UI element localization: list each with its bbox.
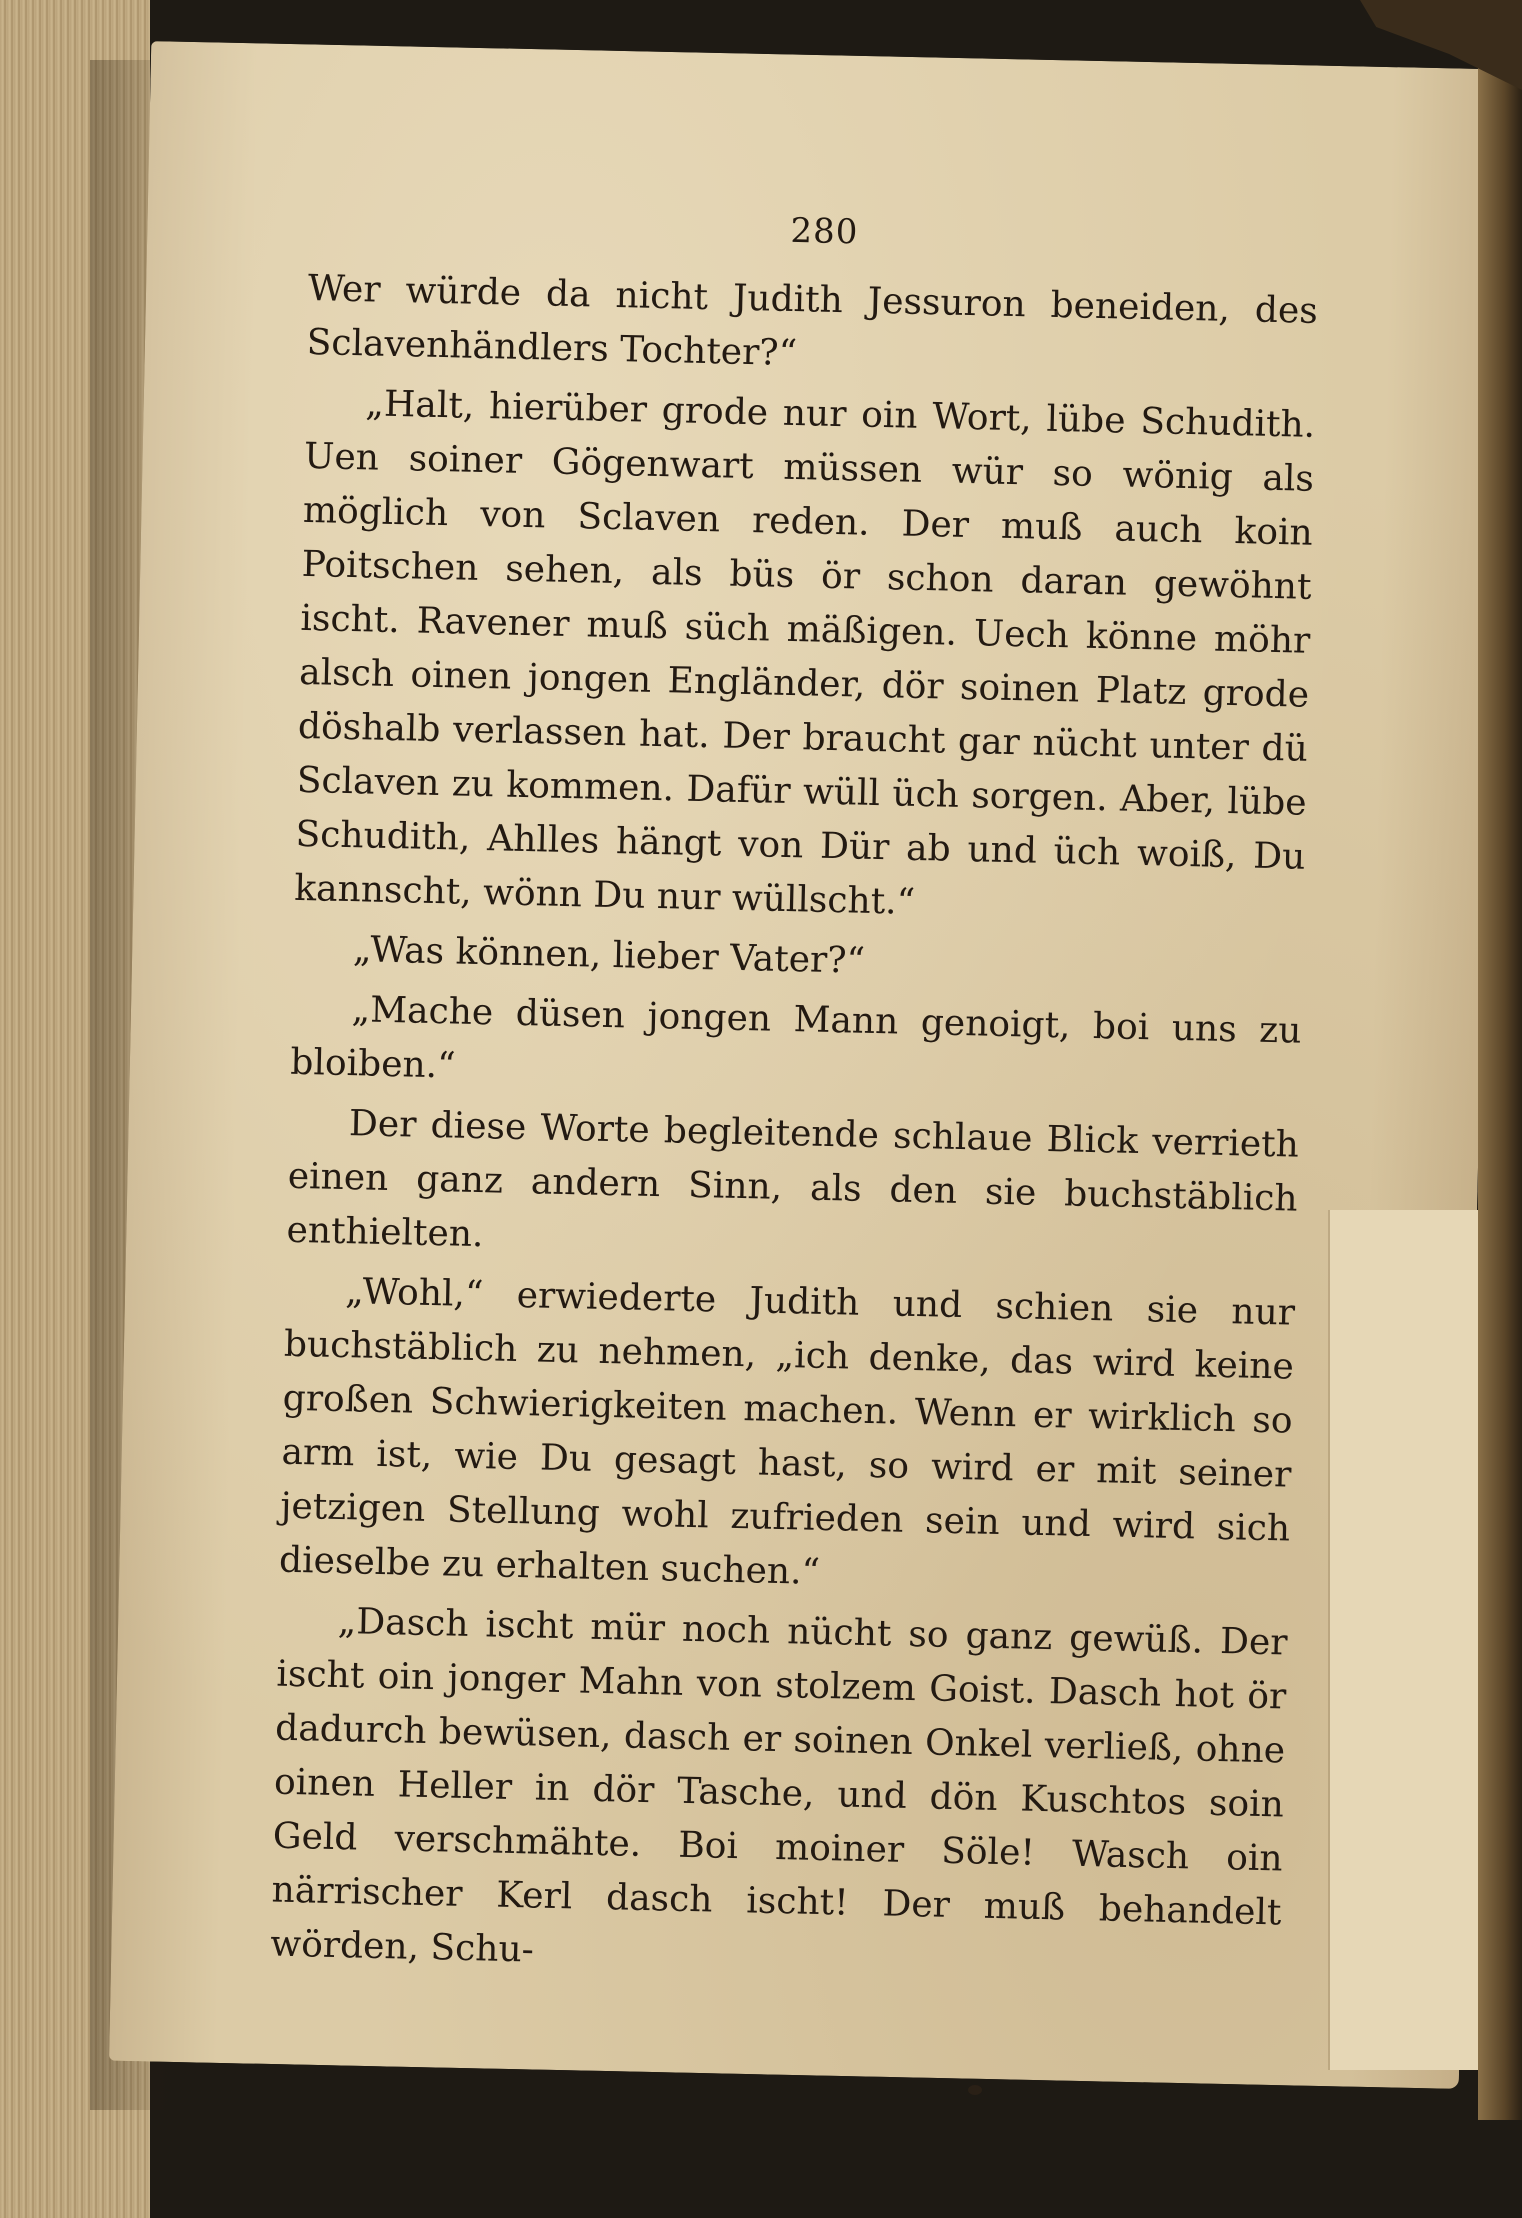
- paragraph-4: „Mache düsen jongen Mann genoigt, boi uns zu bloiben.“: [289, 989, 1302, 1087]
- paragraph-7: „Dasch ischt mür noch nücht so ganz gewüß. Der ischt oin jonger Mahn von stolzem Goist. Dasch hot ör dadurch bewüsen, dasch er soinen Onkel verließ, ohne oinen Heller in dör Tasche, und dön Kuschtos soin Geld verschmähte. Boi moiner Söle! Wasch oin närrischer Kerl dasch ischt! Der muß behandelt wörden, Schu-: [269, 1601, 1288, 1971]
- paragraph-6: „Wohl,“ erwiederte Judith und schien sie nur buchstäblich zu nehmen, „ich denke, das wird keine großen Schwierigkeiten machen. Wenn er wirklich so arm ist, wie Du gesagt hast, so wird er mit seiner jetzigen Stellung wohl zufrieden sein und wird sich dieselbe zu erhalten suchen.“: [278, 1271, 1296, 1593]
- paper-patch: [1330, 1210, 1490, 2070]
- page-number: 280: [790, 210, 859, 253]
- paragraph-1: Wer würde da nicht Judith Jessuron beneiden, des Sclavenhändlers Tochter?“: [306, 267, 1319, 375]
- book-cover-edge: [1478, 60, 1522, 2120]
- paragraph-3: „Was können, lieber Vater?“: [352, 929, 866, 982]
- ink-spot: [968, 2085, 982, 2095]
- paragraph-5: Der diese Worte begleitende schlaue Blick verrieth einen ganz andern Sinn, als den sie buchstäblich enthielten.: [286, 1103, 1300, 1256]
- page-text-block: [270, 200, 1320, 2000]
- paragraph-2: „Halt, hierüber grode nur oin Wort, lübe Schudith. Uen soiner Gögenwart müssen wür so wönig als möglich von Sclaven reden. Der muß auch koin Poitschen sehen, als büs ör schon daran gewöhnt ischt. Ravener muß süch mäßigen. Uech könne möhr alsch oinen jongen Engländer, dör soinen Platz grode döshalb verlassen hat. Der braucht gar nücht unter dü Sclaven zu kommen. Dafür wüll üch sorgen. Aber, lübe Schudith, Ahlles hängt von Dür ab und üch woiß, Du kannscht, wönn Du nur wüllscht.“: [293, 383, 1316, 923]
